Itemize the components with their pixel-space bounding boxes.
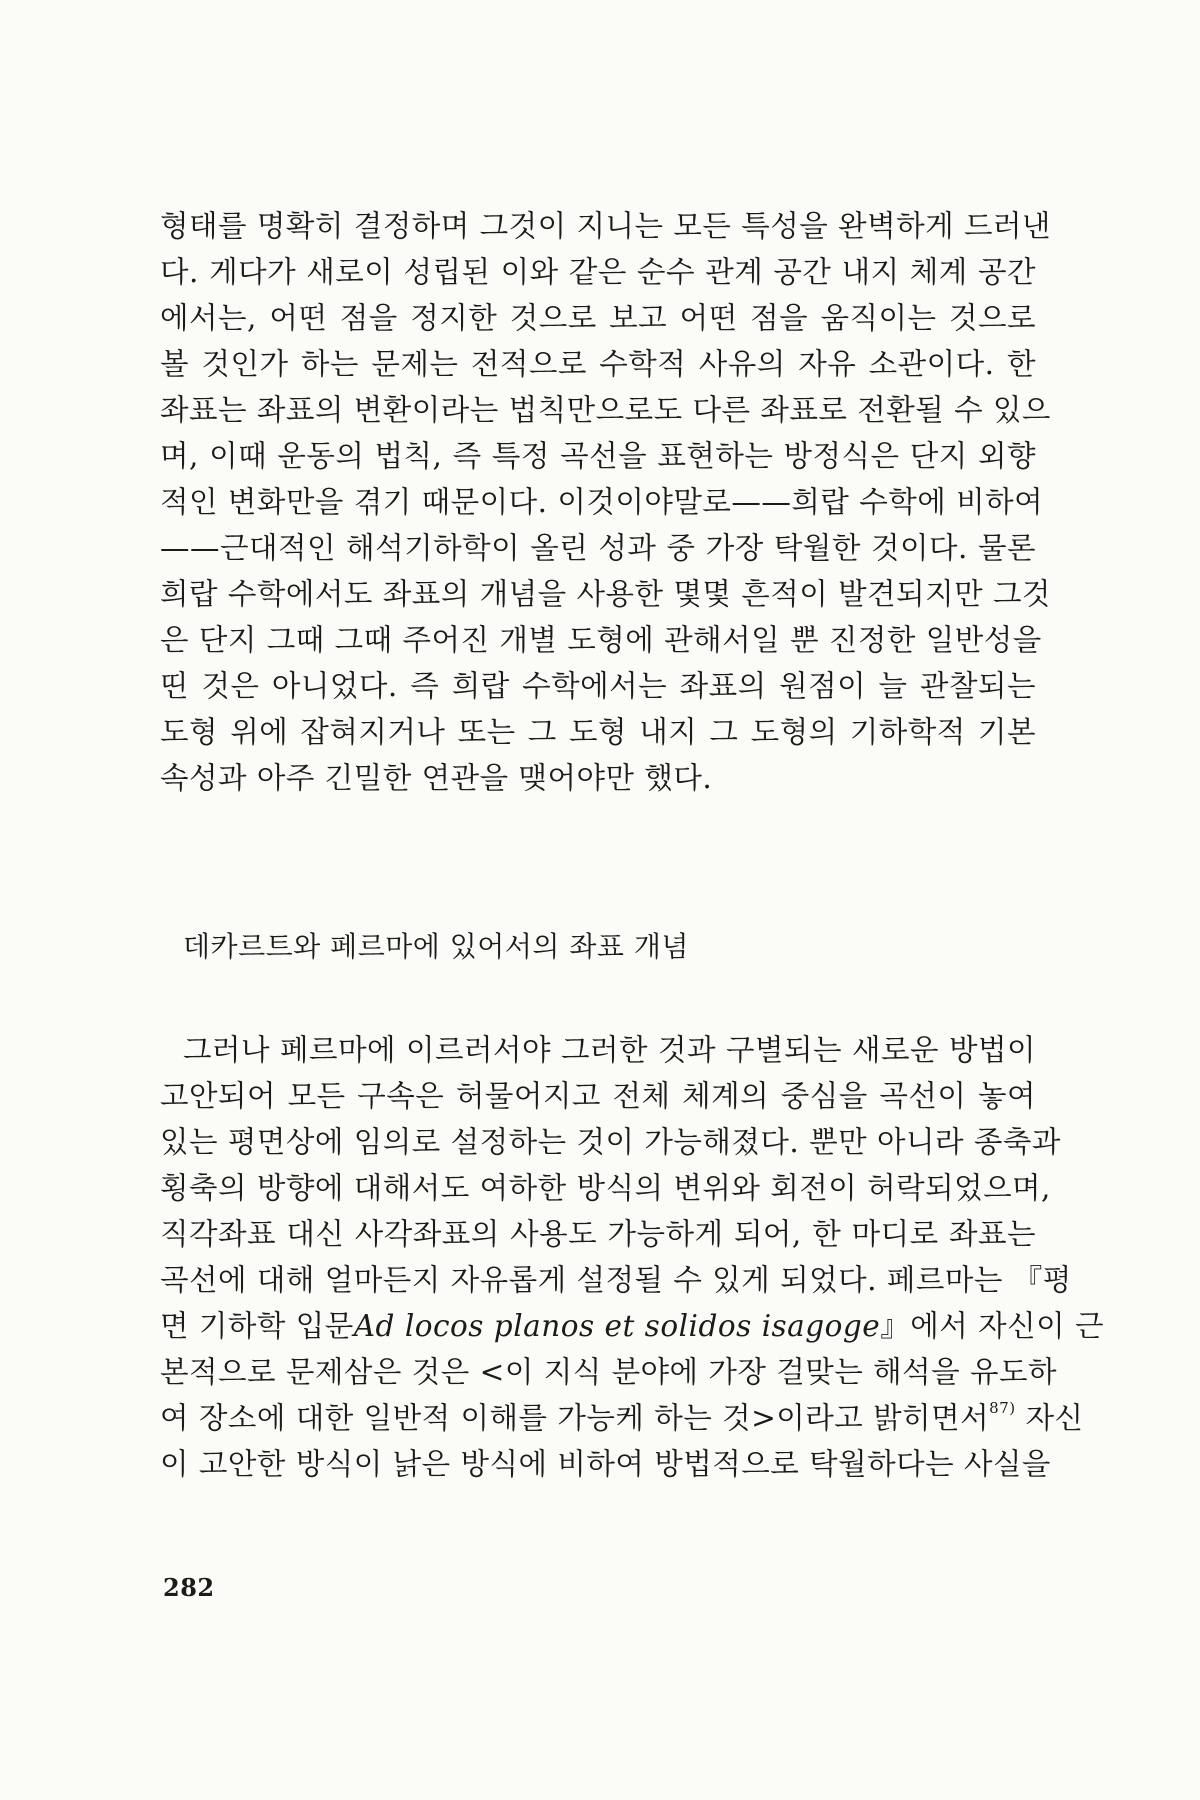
text-line: 다. 게다가 새로이 성립된 이와 같은 순수 관계 공간 내지 체계 공간 <box>160 255 1036 289</box>
text-line: 볼 것인가 하는 문제는 전적으로 수학적 사유의 자유 소관이다. 한 <box>160 347 1036 381</box>
body-paragraph-2 <box>160 1027 1105 1487</box>
text-line: 며, 이때 운동의 법칙, 즉 특정 곡선을 표현하는 방정식은 단지 외향 <box>160 439 1036 473</box>
footnote-marker: 87) <box>989 1399 1016 1418</box>
text-line: 속성과 아주 긴밀한 연관을 맺어야만 했다. <box>160 761 713 795</box>
text-line: 본적으로 문제삼은 것은 <이 지식 분야에 가장 걸맞는 해석을 유도하 <box>160 1355 1058 1389</box>
text-segment: 여 장소에 대한 일반적 이해를 가능케 하는 것>이라고 밝히면서 <box>160 1401 990 1435</box>
text-line: 도형 위에 잡혀지거나 또는 그 도형 내지 그 도형의 기하학적 기본 <box>160 715 1036 749</box>
text-line: 직각좌표 대신 사각좌표의 사용도 가능하게 되어, 한 마디로 좌표는 <box>160 1217 1036 1251</box>
text-line: 곡선에 대해 얼마든지 자유롭게 설정될 수 있게 되었다. 페르마는 『평 <box>160 1263 1072 1297</box>
text-line <box>160 1395 1084 1441</box>
text-line: 그러나 페르마에 이르러서야 그러한 것과 구별되는 새로운 방법이 <box>183 1033 1036 1067</box>
text-line: 좌표는 좌표의 변환이라는 법칙만으로도 다른 좌표로 전환될 수 있으 <box>160 393 1051 427</box>
text-line: 적인 변화만을 겪기 때문이다. 이것이야말로——희랍 수학에 비하여 <box>160 485 1044 519</box>
text-segment: 면 기하학 입문 <box>160 1309 354 1343</box>
text-line: 형태를 명확히 결정하며 그것이 지니는 모든 특성을 완벽하게 드러낸 <box>160 209 1051 243</box>
page-number: 282 <box>163 1573 215 1602</box>
text-line: 에서는, 어떤 점을 정지한 것으로 보고 어떤 점을 움직이는 것으로 <box>160 301 1036 335</box>
text-line: 띤 것은 아니었다. 즉 희랍 수학에서는 좌표의 원점이 늘 관찰되는 <box>160 669 1036 703</box>
text-line: 고안되어 모든 구속은 허물어지고 전체 체계의 중심을 곡선이 놓여 <box>160 1079 1036 1113</box>
body-paragraph-1 <box>160 203 1051 801</box>
text-line: ——근대적인 해석기하학이 올린 성과 중 가장 탁월한 것이다. 물론 <box>160 531 1036 565</box>
section-heading: 데카르트와 페르마에 있어서의 좌표 개념 <box>183 930 689 963</box>
text-line: 이 고안한 방식이 낡은 방식에 비하여 방법적으로 탁월하다는 사실을 <box>160 1447 1051 1481</box>
text-line: 희랍 수학에서도 좌표의 개념을 사용한 몇몇 흔적이 발견되지만 그것 <box>160 577 1051 611</box>
text-segment: 자신 <box>1015 1401 1084 1435</box>
text-line: 횡축의 방향에 대해서도 여하한 방식의 변위와 회전이 허락되었으며, <box>160 1171 1051 1205</box>
text-line: 은 단지 그때 그때 주어진 개별 도형에 관해서일 뿐 진정한 일반성을 <box>160 623 1042 657</box>
latin-title: Ad locos planos et solidos isagoge <box>353 1309 881 1343</box>
text-line <box>160 1303 1105 1349</box>
text-line: 있는 평면상에 임의로 설정하는 것이 가능해졌다. 뿐만 아니라 종축과 <box>160 1125 1061 1159</box>
text-segment: 』에서 자신이 근 <box>880 1309 1105 1343</box>
